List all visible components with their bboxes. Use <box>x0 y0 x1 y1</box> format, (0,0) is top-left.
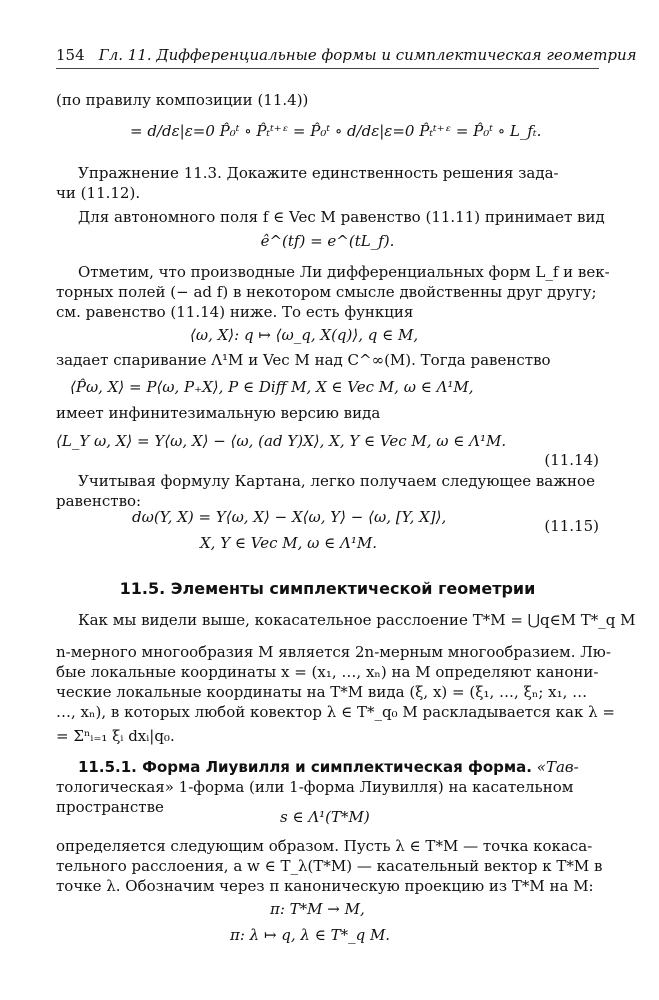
text-line: …, xₙ), в которых любой ковектор λ ∈ T*_q₀ M раскладывается как λ = <box>56 703 615 721</box>
subsection-heading <box>78 757 579 777</box>
text-line: точке λ. Обозначим через π каноническую проекцию из T*M на M: <box>56 877 594 895</box>
text-line: см. равенство (11.14) ниже. То есть функция <box>56 303 414 321</box>
equation-projection-map: π: λ ↦ q, λ ∈ T*_q M. <box>230 926 391 944</box>
exercise-line <box>78 163 559 183</box>
text-line: определяется следующим образом. Пусть λ ∈ T*M — точка кокаса- <box>56 837 593 855</box>
equation-composition: = d/dε|ε=0 P̂₀ᵗ ∘ P̂ₜᵗ⁺ᵋ = P̂₀ᵗ ∘ d/dε|ε=0 P̂ₜᵗ⁺ᵋ = P̂₀ᵗ ∘ L_fₜ. <box>130 122 542 140</box>
text-line: тельного расслоения, а w ∈ T_λ(T*M) — касательный вектор к T*M в <box>56 857 603 875</box>
subsection-title-rest: «Тав- <box>536 758 579 776</box>
equation-cartan: dω(Y, X) = Y⟨ω, X⟩ − X⟨ω, Y⟩ − ⟨ω, [Y, X]⟩, <box>132 508 447 526</box>
equation-number-11-14: (11.14) <box>544 451 599 469</box>
text-line: Как мы видели выше, кокасательное расслоение T*M = ⋃q∈M T*_q M <box>78 611 636 629</box>
text-line: Для автономного поля f ∈ Vec M равенство (11.11) принимает вид <box>78 208 605 226</box>
section-title: 11.5. Элементы симплектической геометрии <box>119 579 536 598</box>
text-line: чи (11.12). <box>56 184 141 202</box>
text-line: имеет инфинитезимальную версию вида <box>56 404 381 422</box>
text-line: тологическая» 1-форма (или 1-форма Лиувилля) на касательном <box>56 778 574 796</box>
page-number: 154 <box>56 46 85 64</box>
equation-liouville: s ∈ Λ¹(T*M) <box>280 808 370 826</box>
equation-projection: π: T*M → M, <box>270 900 365 918</box>
text-line: Учитывая формулу Картана, легко получаем следующее важное <box>78 472 595 490</box>
chapter-title: Гл. 11. Дифференциальные формы и симплектическая геометрия <box>98 46 637 64</box>
equation-number-11-15: (11.15) <box>544 517 599 535</box>
equation-pairing: ⟨ω, X⟩: q ↦ ⟨ω_q, X(q)⟩, q ∈ M, <box>190 326 419 344</box>
equation-11-14: ⟨L_Y ω, X⟩ = Y⟨ω, X⟩ − ⟨ω, (ad Y)X⟩, X, Y ∈ Vec M, ω ∈ Λ¹M. <box>56 432 507 450</box>
equation-autonomous: ê^(tf) = e^(tL_f). <box>260 232 395 250</box>
text-line: n-мерного многообразия M является 2n-мерным многообразием. Лю- <box>56 643 611 661</box>
text-line: (по правилу композиции (11.4)) <box>56 91 309 109</box>
text-line: = Σⁿᵢ₌₁ ξᵢ dxᵢ|q₀. <box>56 727 175 745</box>
text-line: пространстве <box>56 798 164 816</box>
text-line: торных полей (− ad f) в некотором смысле двойственны друг другу; <box>56 283 597 301</box>
text-line: ческие локальные координаты на T*M вида (ξ, x) = (ξ₁, …, ξₙ; x₁, … <box>56 683 588 701</box>
running-header <box>56 45 637 69</box>
equation-diff-action: ⟨P̂ω, X⟩ = P⟨ω, P₊X⟩, P ∈ Diff M, X ∈ Vec M, ω ∈ Λ¹M, <box>70 378 474 396</box>
equation-cartan-conditions: X, Y ∈ Vec M, ω ∈ Λ¹M. <box>200 534 377 552</box>
text-line: бые локальные координаты x = (x₁, …, xₙ) на M определяют канони- <box>56 663 599 681</box>
text-line: равенство: <box>56 492 142 510</box>
subsection-title: 11.5.1. Форма Лиувилля и симплектическая форма. <box>78 758 532 776</box>
exercise-text: Упражнение 11.3. Докажите единственность решения зада- <box>78 164 559 182</box>
text-line: задает спаривание Λ¹M и Vec M над C^∞(M). Тогда равенство <box>56 351 551 369</box>
text-line: Отметим, что производные Ли дифференциальных форм L_f и век- <box>78 263 610 281</box>
